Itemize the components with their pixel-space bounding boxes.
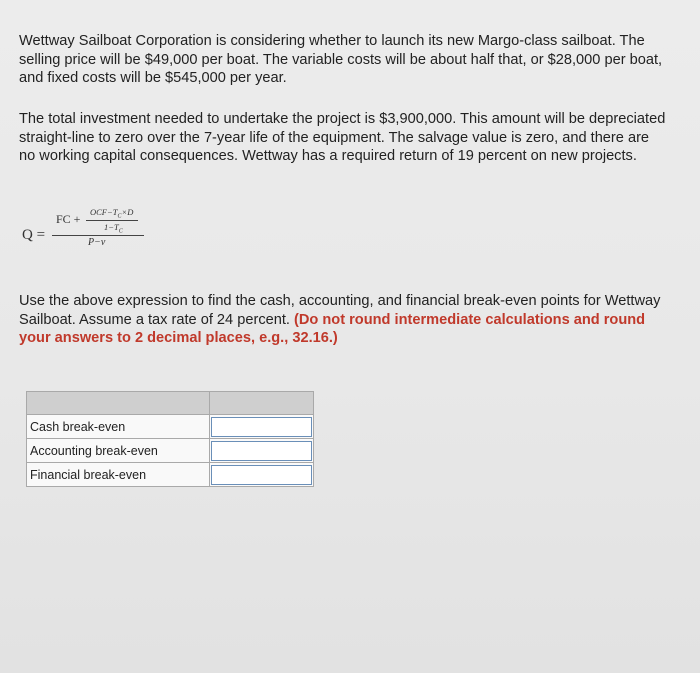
rounding-note: (Do not round intermediate calculations and round your answers to 2 decimal places, e.g., 32.16.) xyxy=(19,311,646,346)
table-row xyxy=(27,415,314,439)
formula-inner-fraction-bar xyxy=(86,220,138,221)
formula-inner-denominator xyxy=(104,222,123,235)
answer-table-header xyxy=(27,392,314,415)
formula-fc-term: FC + xyxy=(56,212,81,226)
formula-denominator: P−v xyxy=(88,237,106,248)
formula-inner-denominator-sub: C xyxy=(118,228,123,235)
table-row xyxy=(27,439,314,463)
accounting-break-even-label: Accounting break-even xyxy=(27,439,210,463)
table-row xyxy=(27,463,314,487)
answer-table xyxy=(26,391,314,487)
problem-paragraph-2: The total investment needed to undertake the project is $3,900,000. This amount will be depreciated straight-line to zero over the 7-year life of the equipment. The salvage value is zero, and there are no working capital consequences. Wettway has a required return of 19 percent on new projects. xyxy=(19,111,666,164)
accounting-break-even-cell xyxy=(210,439,314,463)
problem-paragraph-1: Wettway Sailboat Corporation is considering whether to launch its new Margo-class sailboat. The selling price will be $49,000 per boat. The variable costs will be about half that, or $28,000 per boat, and fixed costs will be $545,000 per year. xyxy=(19,33,663,86)
financial-break-even-input[interactable] xyxy=(211,465,312,485)
formula-main-fraction-bar xyxy=(52,235,144,236)
financial-break-even-cell xyxy=(210,463,314,487)
formula-inner-denominator-text: 1−T xyxy=(104,222,119,232)
formula-inner-numerator-text: OCF−T xyxy=(90,207,118,217)
formula-lhs: Q = xyxy=(22,227,46,243)
financial-break-even-label: Financial break-even xyxy=(27,463,210,487)
instruction-text: Use the above expression to find the cash, accounting, and financial break-even points for Wettway Sailboat. Assume a tax rate of 24 percent. xyxy=(19,293,661,328)
accounting-break-even-input[interactable] xyxy=(211,441,312,461)
cash-break-even-label: Cash break-even xyxy=(27,415,210,439)
formula-inner-numerator-tail: ×D xyxy=(121,207,134,217)
formula-inner-numerator-sub: C xyxy=(117,213,122,220)
answer-table-header-cell-value xyxy=(210,392,314,415)
answer-table-header-cell-label xyxy=(27,392,210,415)
instruction-paragraph xyxy=(19,292,667,348)
cash-break-even-cell xyxy=(210,415,314,439)
cash-break-even-input[interactable] xyxy=(211,417,312,437)
formula-inner-numerator xyxy=(90,207,133,220)
break-even-formula xyxy=(22,203,162,255)
